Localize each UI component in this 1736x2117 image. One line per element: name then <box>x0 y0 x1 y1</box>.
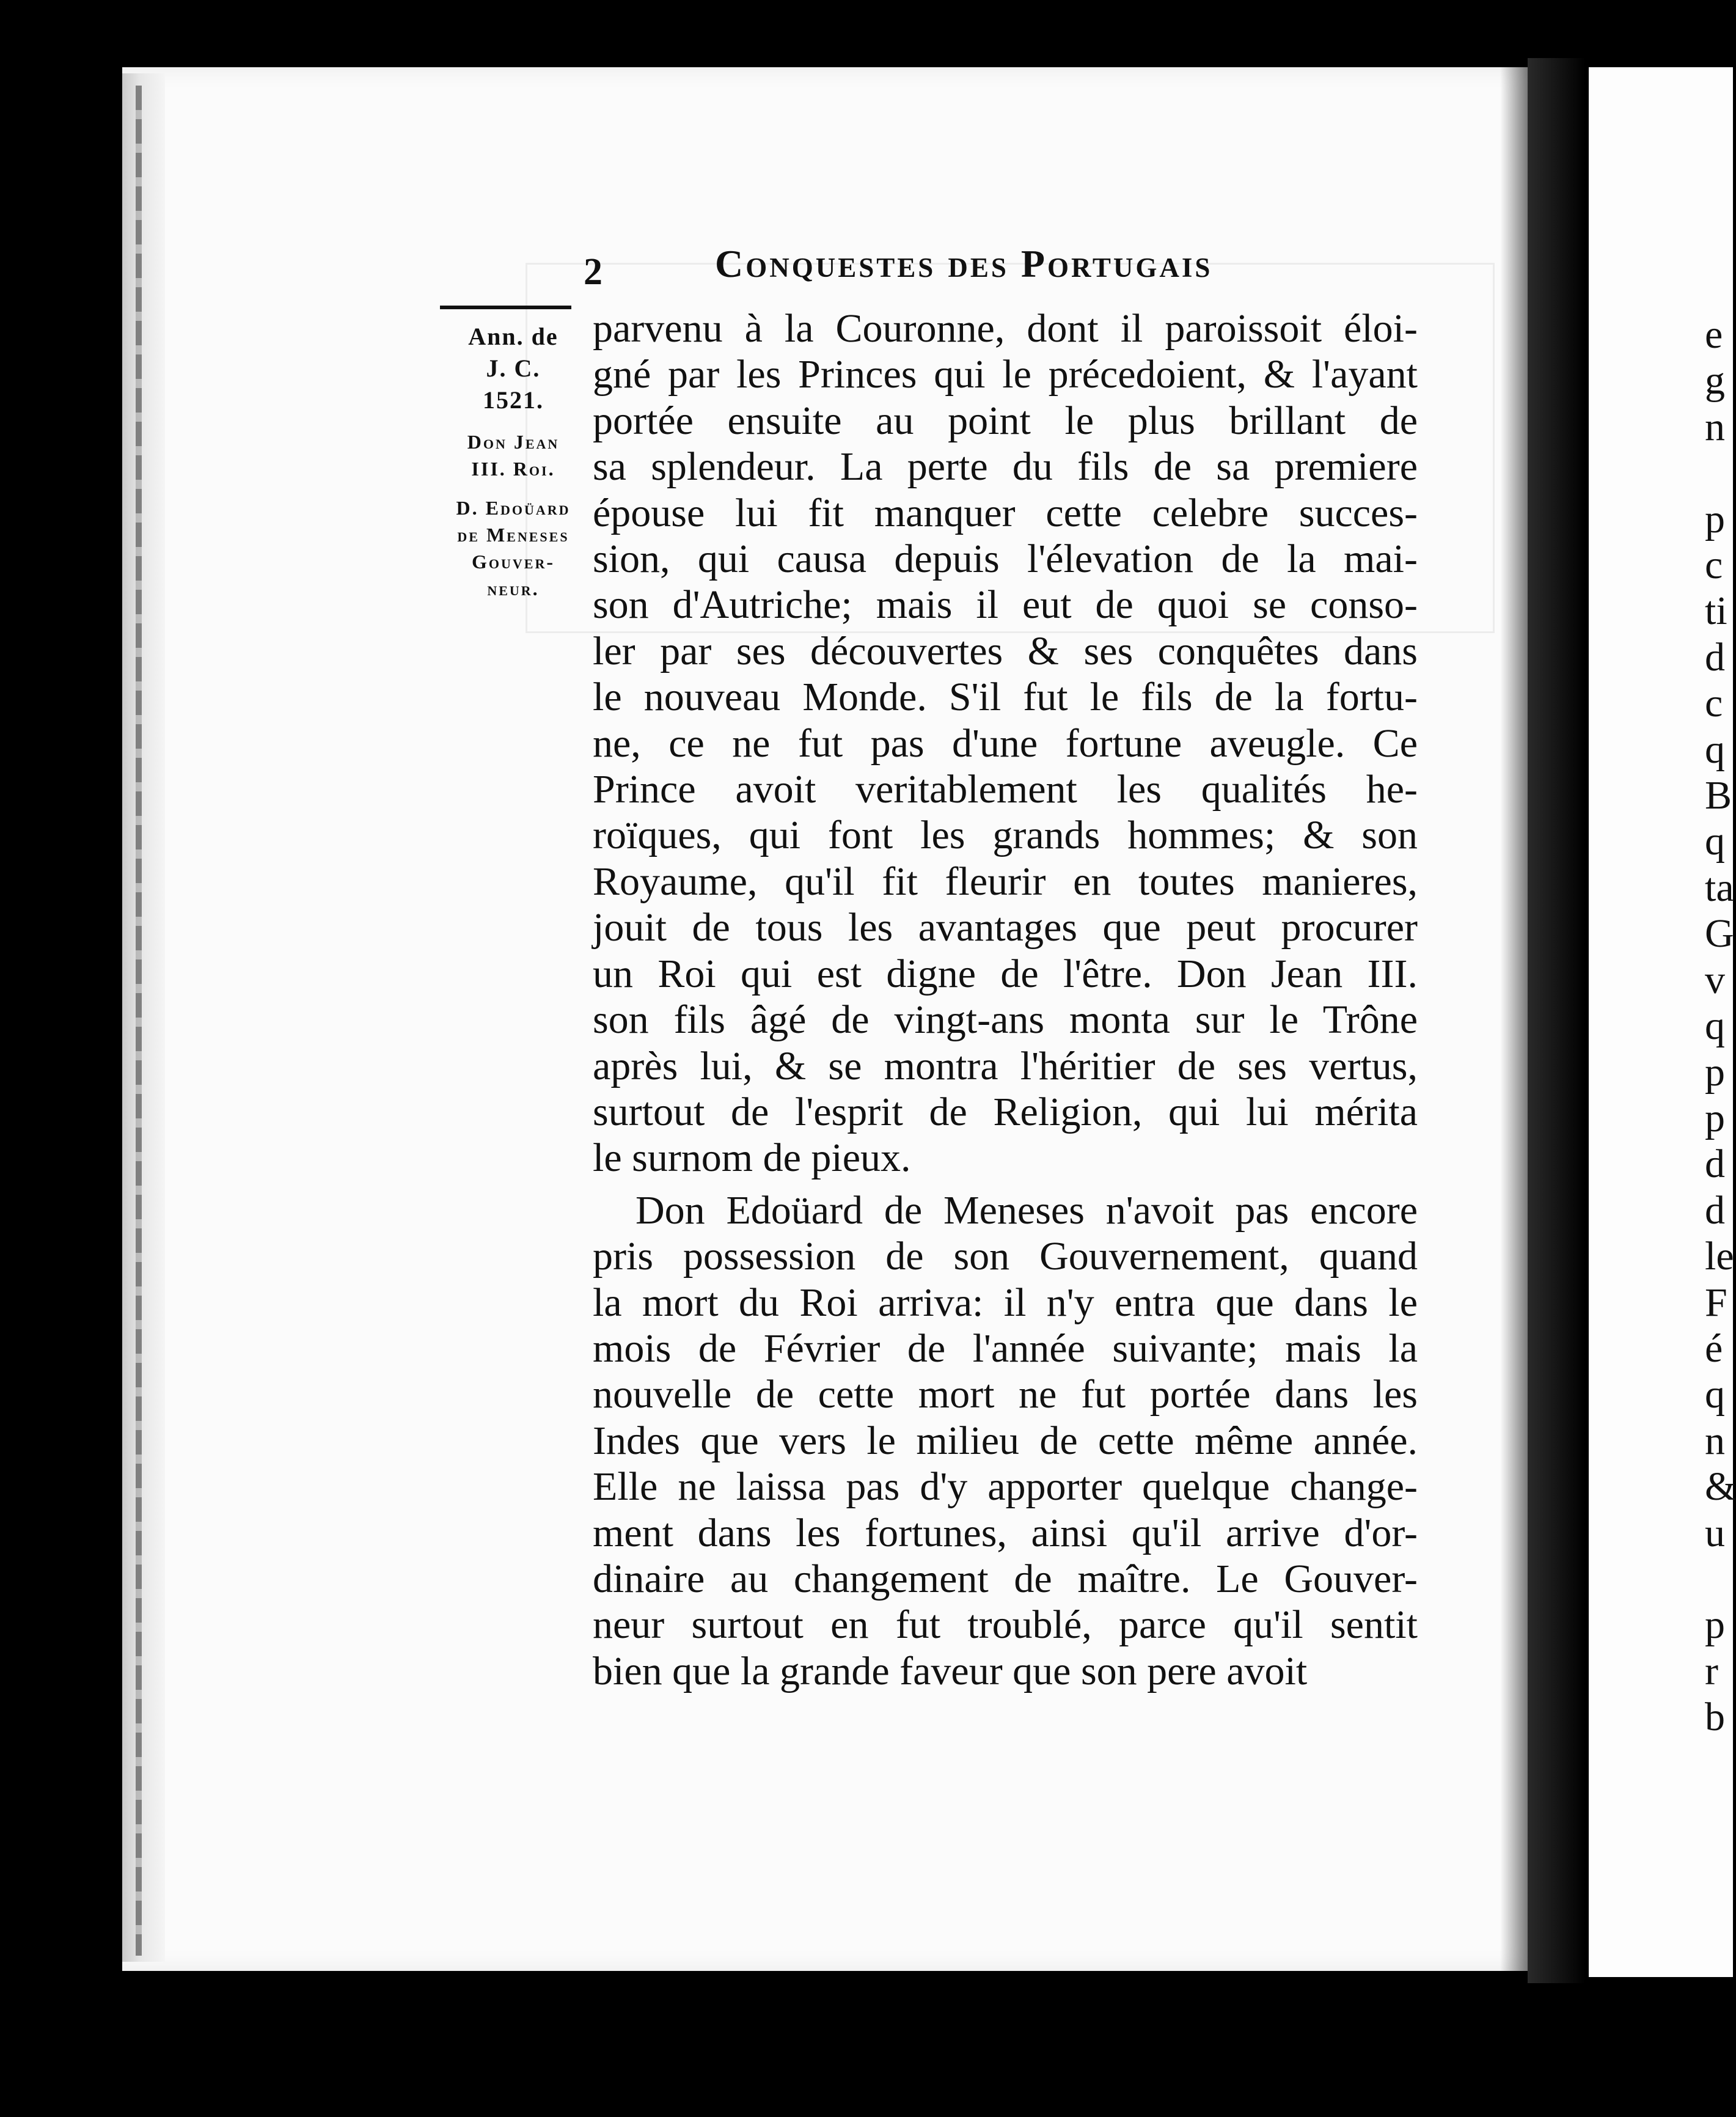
text-line: surtout de l'esprit de Religion, qui lui mérita <box>593 1089 1418 1134</box>
text-line: sion, qui causa depuis l'élevation de la mai- <box>593 537 1418 582</box>
text-line: jouit de tous les avantages que peut procurer <box>593 905 1418 950</box>
body-text <box>593 306 1418 1694</box>
facing-page-fragment: p <box>1705 1095 1725 1140</box>
margin-note-line: D. Edoüard <box>456 497 571 519</box>
facing-page-fragment: p <box>1705 1602 1725 1648</box>
text-line: ne, ce ne fut pas d'une fortune aveugle. Ce <box>593 721 1418 766</box>
facing-page-fragment: c <box>1705 681 1723 726</box>
text-line: ment dans les fortunes, ainsi qu'il arrive d'or- <box>593 1510 1418 1555</box>
facing-page-fragment: n <box>1705 404 1725 449</box>
facing-page-fragment: d <box>1705 634 1725 680</box>
margin-note <box>440 428 587 482</box>
text-line: son fils âgé de vingt-ans monta sur le Trône <box>593 997 1418 1043</box>
paragraph-gap <box>593 1181 1418 1187</box>
text-line: un Roi qui est digne de l'être. Don Jean III. <box>593 951 1418 996</box>
text-line: Elle ne laissa pas d'y apporter quelque change- <box>593 1464 1418 1510</box>
text-line: bien que la grande faveur que son pere avoit <box>593 1648 1308 1693</box>
text-line: son d'Autriche; mais il eut de quoi se conso- <box>593 582 1418 628</box>
facing-page-fragment: n <box>1705 1418 1725 1463</box>
facing-page-fragment: & <box>1705 1464 1736 1510</box>
facing-page-fragment: p <box>1705 1049 1725 1095</box>
facing-page-fragment: q <box>1705 727 1725 772</box>
facing-page-fragment: c <box>1705 543 1723 588</box>
facing-page-fragment: g <box>1705 358 1725 403</box>
facing-page-fragment: b <box>1705 1695 1725 1740</box>
margin-note-line: 1521. <box>483 386 544 414</box>
text-line: parvenu à la Couronne, dont il paroissoit éloi- <box>593 306 1418 351</box>
text-line: sa splendeur. La perte du fils de sa premiere <box>593 444 1418 490</box>
text-line: le surnom de pieux. <box>593 1136 911 1181</box>
running-title: Conquestes des Portugais <box>715 242 1213 285</box>
facing-page-fragment: p <box>1705 496 1725 541</box>
text-line: épouse lui fit manquer cette celebre succes- <box>593 490 1418 535</box>
text-line: Royaume, qu'il fit fleurir en toutes manieres, <box>593 859 1418 904</box>
margin-note <box>440 494 587 602</box>
facing-page-fragment: q <box>1705 819 1725 864</box>
margin-note-line: Don Jean <box>467 431 560 453</box>
text-line: Indes que vers le milieu de cette même année. <box>593 1418 1418 1463</box>
text-line: portée ensuite au point le plus brillant de <box>593 398 1418 443</box>
text-line: la mort du Roi arriva: il n'y entra que dans le <box>593 1280 1418 1325</box>
margin-note-line: J. C. <box>486 354 541 382</box>
text-line: mois de Février de l'année suivante; mais la <box>593 1326 1418 1371</box>
facing-page-fragment <box>1705 1556 1733 1602</box>
margin-note-line: Gouver- <box>472 551 555 573</box>
text-line: le nouveau Monde. S'il fut le fils de la fortu- <box>593 675 1418 720</box>
text-line: après lui, & se montra l'héritier de ses vertus, <box>593 1043 1418 1088</box>
binding-edge <box>122 73 165 1962</box>
text-line: gné par les Princes qui le précedoient, & l'ayant <box>593 352 1418 397</box>
margin-notes <box>440 321 587 614</box>
facing-page-fragment: r <box>1705 1648 1718 1693</box>
book-gutter <box>1528 58 1586 1983</box>
facing-page-fragment: e <box>1705 312 1723 357</box>
facing-page-fragment: u <box>1705 1510 1725 1555</box>
margin-note-line: Ann. de <box>468 323 559 350</box>
text-line: roïques, qui font les grands hommes; & son <box>593 813 1418 858</box>
gutter-shadow <box>1500 67 1531 1971</box>
facing-page-fragment: q <box>1705 1003 1725 1049</box>
binding-stitch-line <box>136 86 142 1956</box>
facing-page-fragment: B <box>1705 773 1732 818</box>
text-line: neur surtout en fut troublé, parce qu'il sentit <box>593 1602 1418 1648</box>
text-line: nouvelle de cette mort ne fut portée dans les <box>593 1372 1418 1417</box>
margin-note-line: III. Roi. <box>471 458 555 480</box>
facing-page-fragment: v <box>1705 957 1725 1002</box>
margin-note-line: de Meneses <box>457 524 570 546</box>
facing-page-fragment: le <box>1705 1234 1734 1279</box>
text-line: Don Edoüard de Meneses n'avoit pas encore <box>635 1187 1418 1233</box>
facing-page-fragment <box>1705 450 1733 496</box>
facing-page-fragment: ti <box>1705 589 1727 634</box>
text-line: dinaire au changement de maître. Le Gouver- <box>593 1556 1418 1601</box>
margin-note <box>440 321 587 416</box>
facing-page-fragment: ta <box>1705 865 1734 910</box>
facing-page-fragment: é <box>1705 1326 1723 1371</box>
facing-page-text-fragments <box>1705 312 1736 1741</box>
margin-rule <box>440 306 571 309</box>
facing-page-fragment: F <box>1705 1280 1727 1325</box>
margin-note-line: neur. <box>487 578 540 600</box>
page-number: 2 <box>584 251 602 293</box>
text-line: pris possession de son Gouvernement, quand <box>593 1234 1418 1279</box>
facing-page-fragment: d <box>1705 1142 1725 1187</box>
facing-page-fragment: d <box>1705 1187 1725 1233</box>
text-line: ler par ses découvertes & ses conquêtes dans <box>593 628 1418 673</box>
facing-page-fragment: G <box>1705 911 1734 956</box>
text-line: Prince avoit veritablement les qualités he- <box>593 767 1418 812</box>
facing-page-fragment: q <box>1705 1372 1725 1417</box>
